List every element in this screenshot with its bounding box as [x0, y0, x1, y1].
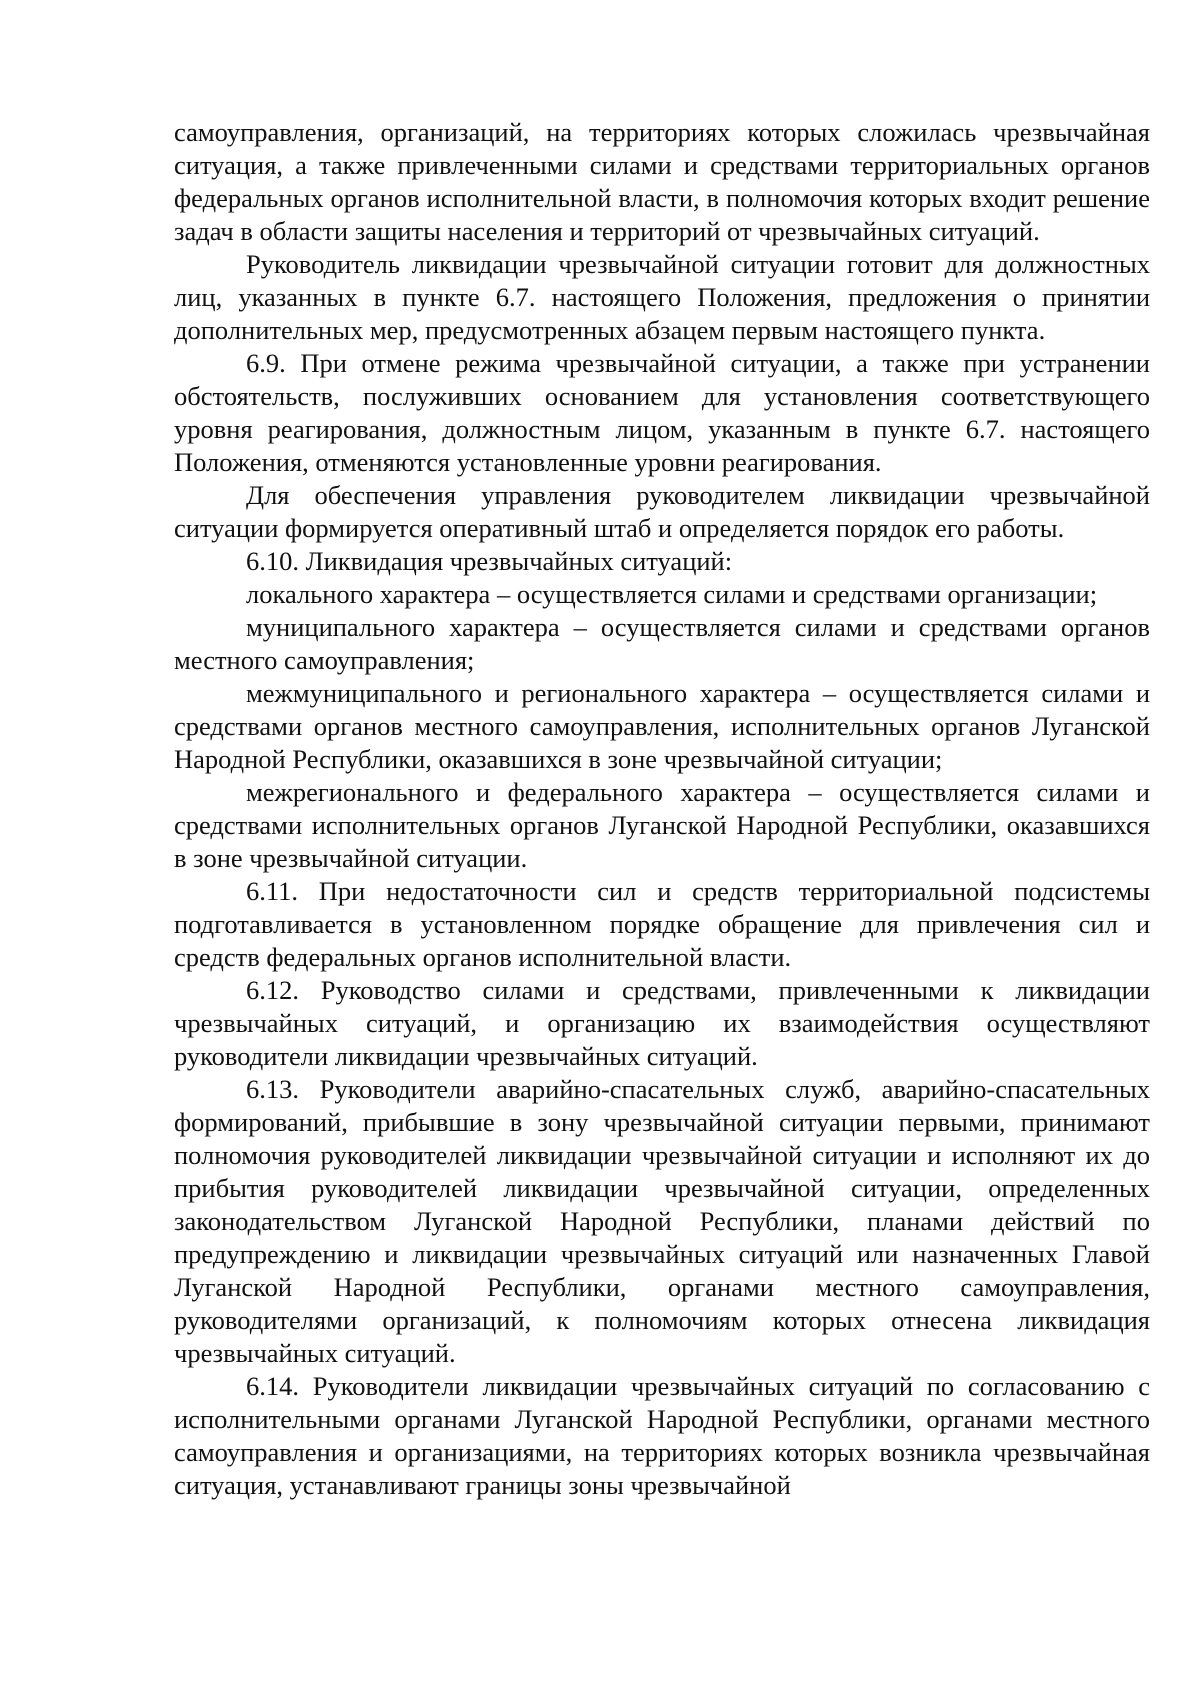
paragraph-6-10: 6.10. Ликвидация чрезвычайных ситуаций: [246, 546, 733, 576]
paragraph-6-9: 6.9. При отмене режима чрезвычайной ситуации, а также при устранении обстоятельств, послуживших основанием для установления соответствующего уровня реагирования, должностным лицом, указанным в пункте 6.7. настоящего Положения, отменяются установленные уровни реагирования. [174, 348, 1150, 477]
document-body [174, 116, 1150, 1502]
paragraph-liquidation-head-proposals: Руководитель ликвидации чрезвычайной ситуации готовит для должностных лиц, указанных в пункте 6.7. настоящего Положения, предложения о принятии дополнительных мер, предусмотренных абзацем первым настоящего пункта. [174, 249, 1150, 345]
paragraph-municipal-level: муниципального характера – осуществляется силами и средствами органов местного самоуправления; [174, 612, 1150, 675]
paragraph-6-14: 6.14. Руководители ликвидации чрезвычайных ситуаций по согласованию с исполнительными органами Луганской Народной Республики, органами местного самоуправления и организациями, на территориях которых возникла чрезвычайная ситуация, устанавливают границы зоны чрезвычайной [174, 1371, 1150, 1500]
paragraph-6-11: 6.11. При недостаточности сил и средств территориальной подсистемы подготавливается в установленном порядке обращение для привлечения сил и средств федеральных органов исполнительной власти. [174, 876, 1150, 972]
paragraph-intermunicipal-regional-level: межмуниципального и регионального характера – осуществляется силами и средствами органов местного самоуправления, исполнительных органов Луганской Народной Республики, оказавшихся в зоне чрезвычайной ситуации; [174, 678, 1150, 774]
paragraph-interregional-federal-level: межрегионального и федерального характера – осуществляется силами и средствами исполнительных органов Луганской Народной Республики, оказавшихся в зоне чрезвычайной ситуации. [174, 777, 1150, 873]
paragraph-local-level: локального характера – осуществляется силами и средствами организации; [246, 579, 1098, 609]
paragraph-operational-staff: Для обеспечения управления руководителем ликвидации чрезвычайной ситуации формируется оперативный штаб и определяется порядок его работы. [174, 480, 1150, 543]
paragraph-6-12: 6.12. Руководство силами и средствами, привлеченными к ликвидации чрезвычайных ситуаций, и организацию их взаимодействия осуществляют руководители ликвидации чрезвычайных ситуаций. [174, 975, 1150, 1071]
paragraph-continuation: самоуправления, организаций, на территориях которых сложилась чрезвычайная ситуация, а также привлеченными силами и средствами территориальных органов федеральных органов исполнительной власти, в полномочия которых входит решение задач в области защиты населения и территорий от чрезвычайных ситуаций. [174, 117, 1150, 246]
paragraph-6-13: 6.13. Руководители аварийно-спасательных служб, аварийно-спасательных формирований, прибывшие в зону чрезвычайной ситуации первыми, принимают полномочия руководителей ликвидации чрезвычайной ситуации и исполняют их до прибытия руководителей ликвидации чрезвычайной ситуации, определенных законодательством Луганской Народной Республики, планами действий по предупреждению и ликвидации чрезвычайных ситуаций или назначенных Главой Луганской Народной Республики, органами местного самоуправления, руководителями организаций, к полномочиям которых отнесена ликвидация чрезвычайных ситуаций. [174, 1074, 1150, 1368]
